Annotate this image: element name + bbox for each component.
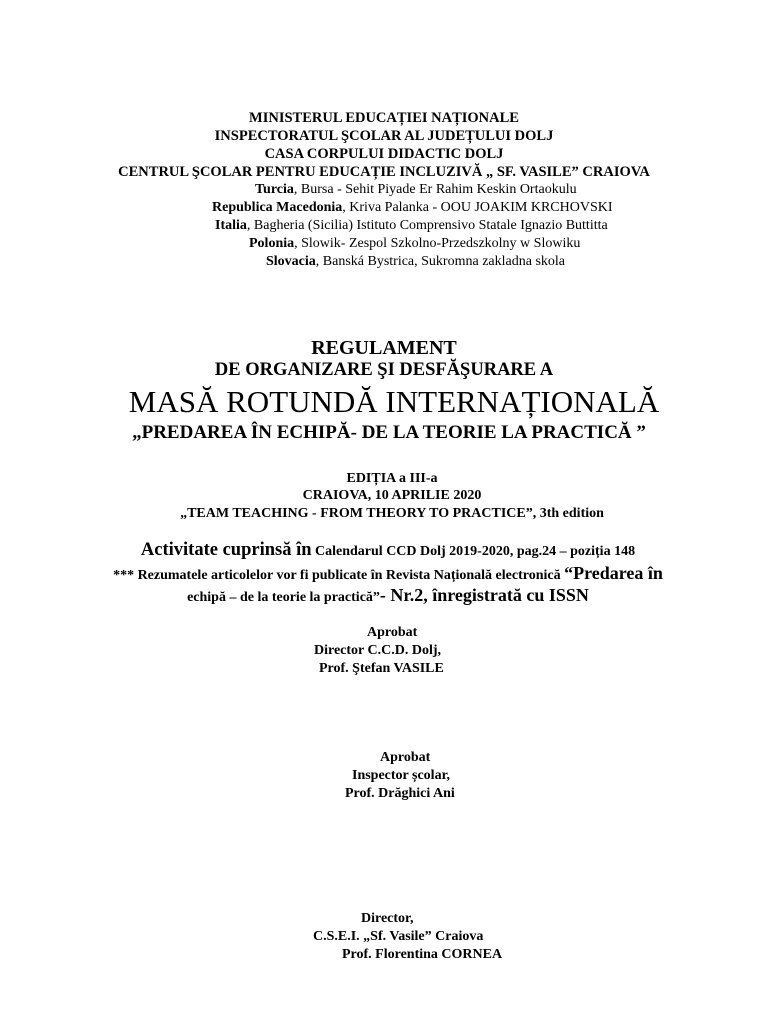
partner-macedonia — [212, 201, 613, 215]
partner-country: Republica Macedonia — [212, 200, 343, 215]
approval-name: Prof. Ştefan VASILE — [319, 661, 444, 676]
document-type-title: REGULAMENT — [311, 337, 457, 359]
director-label: Director, — [361, 911, 414, 926]
journal-name-end: echipă – de la teorie la practică” — [187, 590, 380, 605]
approval-role: Director C.C.D. Dolj, — [314, 643, 442, 658]
inspectorate-heading: INSPECTORATUL ŞCOLAR AL JUDEȚULUI DOLJ — [214, 128, 554, 144]
event-place-date: CRAIOVA, 10 APRILIE 2020 — [302, 488, 482, 503]
partner-slovakia — [266, 255, 565, 269]
partner-poland — [249, 237, 580, 251]
school-heading: CENTRUL ŞCOLAR PENTRU EDUCAȚIE INCLUZIVĂ „ SF. VASILE” CRAIOVA — [118, 164, 650, 180]
issn-note: - Nr.2, înregistrată cu ISSN — [379, 585, 589, 605]
partner-country: Italia — [215, 218, 247, 233]
event-title: MASĂ ROTUNDĂ INTERNAȚIONALĂ — [128, 384, 660, 419]
partner-country: Turcia — [255, 182, 294, 197]
partner-country: Slovacia — [266, 254, 316, 269]
partner-detail: , Bursa - Sehit Piyade Er Rahim Keskin Ortaokulu — [293, 182, 577, 197]
english-title: „TEAM TEACHING - FROM THEORY TO PRACTICE”, 3th edition — [180, 506, 604, 521]
partner-detail: , Bagheria (Sicilia) Istituto Comprensivo Statale Ignazio Buttitta — [246, 218, 608, 233]
ccd-heading: CASA CORPULUI DIDACTIC DOLJ — [264, 146, 504, 162]
approval-name: Prof. Drăghici Ani — [345, 786, 455, 801]
abstracts-note — [4, 564, 768, 583]
approval-role: Inspector școlar, — [352, 768, 450, 783]
calendar-note — [4, 541, 768, 560]
partner-country: Polonia — [249, 236, 295, 251]
partner-turkey — [255, 183, 577, 197]
director-name: Prof. Florentina CORNEA — [342, 947, 503, 962]
approval-label: Aprobat — [367, 625, 418, 640]
edition-label: EDIȚIA a III-a — [346, 471, 438, 486]
event-theme: „PREDAREA ÎN ECHIPĂ- DE LA TEORIE LA PRACTICĂ ” — [132, 422, 646, 443]
abstracts-note-continued — [4, 586, 768, 605]
approval-label: Aprobat — [380, 750, 431, 765]
partner-detail: , Slowik- Zespol Szkolno-Przedszkolny w Slowiku — [294, 236, 581, 251]
partner-italy — [215, 219, 608, 233]
calendar-note-lead: Activitate cuprinsă în — [140, 540, 312, 560]
partner-detail: , Banská Bystrica, Sukromna zakladna skola — [315, 254, 565, 269]
abstracts-note-text: *** Rezumatele articolelor vor fi publicate în Revista Națională electronică — [113, 568, 565, 583]
journal-name-start: “Predarea în — [564, 563, 663, 583]
director-institution: C.S.E.I. „Sf. Vasile” Craiova — [313, 929, 484, 944]
document-subtitle: DE ORGANIZARE ŞI DESFĂŞURARE A — [214, 360, 554, 380]
partner-detail: , Kriva Palanka - OOU JOAKIM KRCHOVSKI — [342, 200, 613, 215]
calendar-note-detail: Calendarul CCD Dolj 2019-2020, pag.24 – poziția 148 — [311, 544, 636, 559]
ministry-heading: MINISTERUL EDUCAȚIEI NAȚIONALE — [249, 110, 519, 126]
